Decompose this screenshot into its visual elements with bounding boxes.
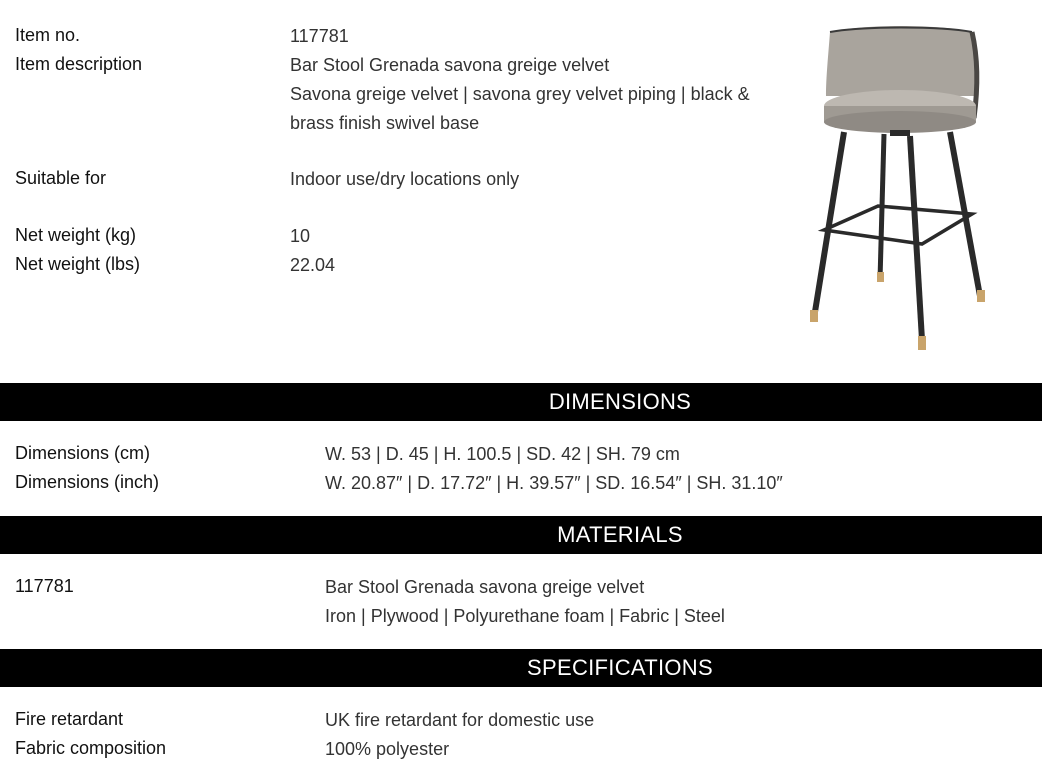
item-description-line-2: Savona greige velvet | savona grey velvet piping | black & [290, 84, 750, 104]
dimensions-inch-value: W. 20.87″ | D. 17.72″ | H. 39.57″ | SD. 16.54″ | SH. 31.10″ [325, 473, 783, 493]
item-description-label: Item description [15, 54, 143, 74]
net-weight-kg-label: Net weight (kg) [15, 225, 137, 245]
fabric-composition-value: 100% polyester [325, 739, 450, 759]
materials-item-label: 117781 [15, 576, 74, 596]
materials-line-1: Bar Stool Grenada savona greige velvet [325, 577, 645, 597]
fabric-composition-label: Fabric composition [15, 738, 167, 758]
item-description-line-3: brass finish swivel base [290, 113, 480, 133]
dimensions-cm-label: Dimensions (cm) [15, 443, 151, 463]
dimensions-heading: DIMENSIONS [548, 389, 692, 414]
item-no-label: Item no. [15, 25, 81, 45]
specifications-heading: SPECIFICATIONS [527, 655, 713, 680]
item-no-value: 117781 [290, 26, 349, 46]
net-weight-kg-value: 10 [290, 226, 311, 246]
item-description-line-1: Bar Stool Grenada savona greige velvet [290, 55, 610, 75]
dimensions-inch-label: Dimensions (inch) [15, 472, 160, 492]
net-weight-lbs-value: 22.04 [290, 255, 336, 275]
suitable-for-label: Suitable for [15, 168, 107, 188]
materials-heading: MATERIALS [557, 522, 683, 547]
net-weight-lbs-label: Net weight (lbs) [15, 254, 141, 274]
dimensions-header [0, 383, 1042, 421]
fire-retardant-value: UK fire retardant for domestic use [325, 710, 595, 730]
specifications-header [0, 649, 1042, 687]
dimensions-cm-value: W. 53 | D. 45 | H. 100.5 | SD. 42 | SH. 79 cm [325, 444, 680, 464]
fire-retardant-label: Fire retardant [15, 709, 124, 729]
materials-header [0, 516, 1042, 554]
materials-line-2: Iron | Plywood | Polyurethane foam | Fabric | Steel [325, 606, 725, 626]
bar-stool-image [800, 18, 1000, 358]
suitable-for-value: Indoor use/dry locations only [290, 169, 520, 189]
